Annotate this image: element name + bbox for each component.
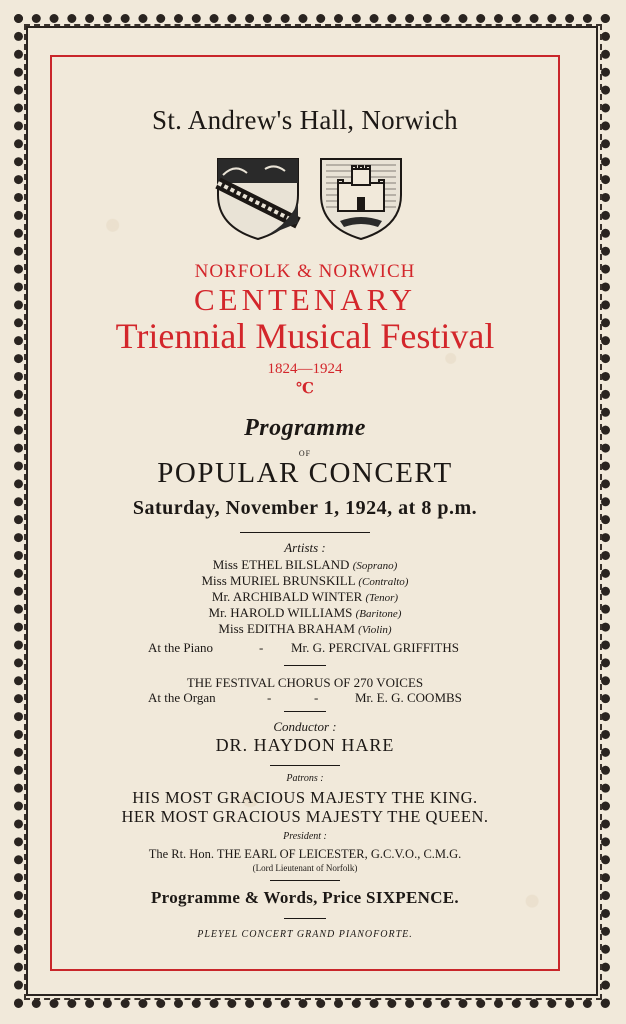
price-line: Programme & Words, Price SIXPENCE. xyxy=(151,888,459,907)
organ-name: Mr. E. G. COOMBS xyxy=(355,690,462,705)
patron-queen: HER MOST GRACIOUS MAJESTY THE QUEEN. xyxy=(121,807,489,826)
artist-name: Mr. ARCHIBALD WINTER xyxy=(211,589,363,604)
divider xyxy=(284,711,326,712)
artist-line xyxy=(52,573,558,589)
artist-name: Miss ETHEL BILSLAND xyxy=(212,557,350,572)
president-heading: President : xyxy=(283,831,327,842)
divider xyxy=(240,532,370,533)
artist-line xyxy=(52,605,558,621)
divider xyxy=(270,765,340,766)
artist-role: (Tenor) xyxy=(365,592,399,604)
divider xyxy=(284,665,326,666)
concert-datetime: Saturday, November 1, 1924, at 8 p.m. xyxy=(132,497,478,519)
organ-label: At the Organ xyxy=(148,690,216,705)
artist-name: Mr. HAROLD WILLIAMS xyxy=(208,605,353,620)
artist-line xyxy=(52,557,558,573)
programme-content xyxy=(52,57,558,969)
norwich-castle-crest-icon xyxy=(318,155,404,241)
organ-dash: - xyxy=(314,690,319,705)
patrons-heading: Patrons : xyxy=(286,773,324,784)
artist-name: Miss EDITHA BRAHAM xyxy=(218,621,355,636)
artist-role: (Baritone) xyxy=(355,608,402,620)
artist-role: (Violin) xyxy=(358,624,392,636)
festival-subtitle: NORFOLK & NORWICH xyxy=(194,261,416,282)
artist-role: (Soprano) xyxy=(352,560,398,572)
piano-name: Mr. G. PERCIVAL GRIFFITHS xyxy=(291,640,459,655)
piano-maker-note: PLEYEL CONCERT GRAND PIANOFORTE. xyxy=(197,929,413,940)
venue-title: St. Andrew's Hall, Norwich xyxy=(152,105,458,135)
programme-heading: Programme xyxy=(244,415,366,441)
president-name: The Rt. Hon. THE EARL OF LEICESTER, G.C.V.O., C.M.G. xyxy=(148,847,462,861)
artist-line xyxy=(52,589,558,605)
festival-title: Triennial Musical Festival xyxy=(115,316,495,356)
crests xyxy=(52,155,558,255)
conductor-heading: Conductor : xyxy=(273,719,337,734)
president-note: (Lord Lieutenant of Norfolk) xyxy=(252,863,358,873)
artists-heading: Artists : xyxy=(284,540,326,555)
divider xyxy=(284,918,326,919)
conductor-name: DR. HAYDON HARE xyxy=(215,735,395,755)
piano-label: At the Piano xyxy=(148,640,213,655)
norwich-cathedral-crest-icon xyxy=(215,155,301,241)
programme-of: OF xyxy=(298,449,312,458)
concert-title: POPULAR CONCERT xyxy=(157,457,453,489)
festival-dates: 1824—1924 xyxy=(267,361,343,377)
artist-line xyxy=(52,621,558,637)
piano-dash: - xyxy=(259,640,264,655)
artist-name: Miss MURIEL BRUNSKILL xyxy=(201,573,356,588)
chorus-text: THE FESTIVAL CHORUS OF 270 VOICES xyxy=(186,675,424,690)
festival-mark: ℃ xyxy=(296,381,314,397)
organ-dash: - xyxy=(267,690,272,705)
festival-centenary: CENTENARY xyxy=(194,282,416,317)
patron-king: HIS MOST GRACIOUS MAJESTY THE KING. xyxy=(132,788,478,807)
divider xyxy=(270,880,340,881)
artist-role: (Contralto) xyxy=(358,576,409,588)
